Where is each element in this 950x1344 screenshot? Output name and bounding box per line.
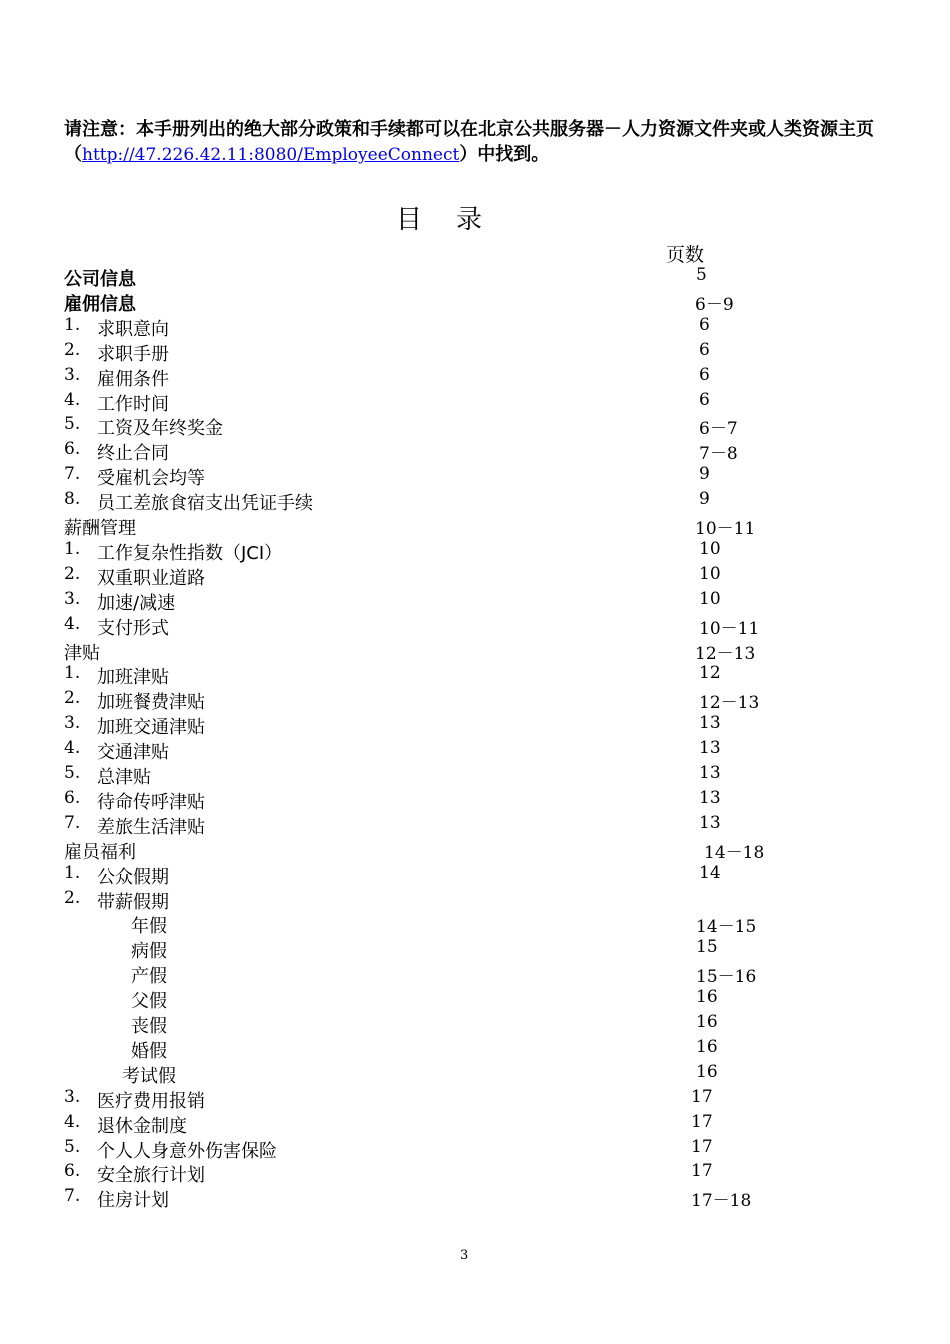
toc-entry-label: 公司信息 bbox=[64, 269, 136, 290]
toc-entry bbox=[0, 688, 950, 713]
toc-entry-label: 受雇机会均等 bbox=[97, 468, 205, 490]
toc-entry bbox=[0, 315, 950, 340]
toc-entry-number: 2. bbox=[64, 887, 81, 908]
toc-entry-page: 6 bbox=[699, 364, 710, 385]
toc-entry-number: 5. bbox=[64, 414, 81, 435]
toc-entry-label: 员工差旅食宿支出凭证手续 bbox=[97, 493, 313, 515]
toc-entry-page: 9 bbox=[699, 489, 710, 510]
toc-entry-label: 产假 bbox=[131, 966, 167, 988]
toc-entry-number: 3. bbox=[64, 713, 81, 734]
toc-entry-label: 公众假期 bbox=[97, 866, 169, 888]
toc-entry bbox=[0, 390, 950, 415]
toc-entry-label: 薪酬管理 bbox=[64, 518, 136, 539]
toc-entry bbox=[0, 1062, 950, 1087]
pages-column-header: 页数 bbox=[666, 244, 705, 266]
toc-entry-number: 4. bbox=[64, 613, 81, 634]
toc-entry-label: 带薪假期 bbox=[97, 891, 169, 913]
toc-entry-number: 7. bbox=[64, 812, 81, 833]
toc-entry-number: 4. bbox=[64, 1111, 81, 1132]
toc-entry bbox=[0, 564, 950, 589]
toc-entry-page: 6 bbox=[699, 389, 710, 410]
toc-entry-number: 6. bbox=[64, 439, 81, 460]
toc-entry-page: 10 bbox=[699, 588, 721, 609]
toc-entry-label: 求职意向 bbox=[97, 318, 169, 340]
toc-entry-number: 6. bbox=[64, 1161, 81, 1182]
toc-entry-number: 5. bbox=[64, 763, 81, 783]
toc-entry bbox=[0, 290, 950, 315]
toc-entry-label: 津贴 bbox=[64, 642, 100, 664]
toc-entry-label: 雇佣条件 bbox=[97, 368, 169, 390]
toc-entry-number: 1. bbox=[64, 538, 81, 559]
toc-entry-page: 17 bbox=[691, 1086, 713, 1107]
toc-entry-number: 4. bbox=[64, 389, 81, 410]
toc-entry-page: 13 bbox=[699, 812, 721, 833]
toc-entry-label: 支付形式 bbox=[97, 617, 169, 639]
toc-entry bbox=[0, 514, 950, 539]
toc-entry bbox=[0, 365, 950, 390]
toc-entry-label: 求职手册 bbox=[97, 343, 169, 365]
toc-entry-page: 15 bbox=[696, 937, 718, 958]
toc-entry-page: 16 bbox=[696, 1061, 718, 1082]
toc-entry bbox=[0, 738, 950, 763]
toc-entry-label: 考试假 bbox=[122, 1065, 176, 1087]
toc-entry bbox=[0, 340, 950, 365]
toc-entry-label: 退休金制度 bbox=[97, 1115, 187, 1137]
toc-entry-number: 2. bbox=[64, 563, 81, 584]
toc-entry-label: 交通津贴 bbox=[97, 742, 169, 764]
toc-entry-page: 16 bbox=[696, 1036, 718, 1057]
toc-entry bbox=[0, 962, 950, 987]
toc-entry-page: 17 bbox=[691, 1136, 713, 1157]
toc-entry bbox=[0, 439, 950, 464]
toc-entry bbox=[0, 813, 950, 838]
toc-entry bbox=[0, 1186, 950, 1211]
toc-entry-label: 个人人身意外伤害保险 bbox=[97, 1140, 277, 1162]
toc-entry-number: 1. bbox=[64, 314, 81, 335]
toc-entry-page: 17 bbox=[691, 1161, 713, 1182]
toc-entry-page: 6－7 bbox=[699, 419, 738, 440]
toc-entry bbox=[0, 489, 950, 514]
toc-entry-label: 加速/减速 bbox=[97, 592, 176, 614]
toc-entry bbox=[0, 539, 950, 564]
toc-entry bbox=[0, 763, 950, 788]
toc-entry-label: 父假 bbox=[131, 991, 167, 1013]
toc-entry-page: 14 bbox=[699, 862, 721, 883]
toc-entry-page: 13 bbox=[699, 787, 721, 808]
toc-entry bbox=[0, 1037, 950, 1062]
toc-entry-number: 2. bbox=[64, 688, 81, 709]
toc-entry bbox=[0, 614, 950, 639]
toc-entry bbox=[0, 937, 950, 962]
toc-entry-label: 工资及年终奖金 bbox=[97, 418, 223, 440]
toc-entry-label: 婚假 bbox=[131, 1040, 167, 1062]
toc-entry-page: 16 bbox=[696, 987, 718, 1008]
toc-entry-page: 7－8 bbox=[699, 444, 738, 465]
toc-entry bbox=[0, 713, 950, 738]
toc-entry-number: 3. bbox=[64, 588, 81, 609]
toc-entry-number: 7. bbox=[64, 464, 81, 485]
toc-entry bbox=[0, 589, 950, 614]
toc-entry-page: 12－13 bbox=[699, 693, 760, 714]
toc-entry-label: 医疗费用报销 bbox=[97, 1090, 205, 1112]
toc-entry-page: 17 bbox=[691, 1111, 713, 1132]
notice-text: 请注意：本手册列出的绝大部分政策和手续都可以在北京公共服务器－人力资源文件夹或人类资源主页（ bbox=[64, 119, 874, 165]
toc-entry-label: 加班交通津贴 bbox=[97, 717, 205, 739]
toc-entry-page: 10－11 bbox=[699, 618, 760, 639]
toc-title: 目录 bbox=[396, 205, 517, 235]
toc-entry-page: 5 bbox=[696, 265, 707, 285]
toc-entry bbox=[0, 888, 950, 913]
toc-entry-label: 终止合同 bbox=[97, 443, 169, 465]
toc-entry-page: 13 bbox=[699, 763, 721, 783]
toc-entry-number: 8. bbox=[64, 489, 81, 510]
toc-entry-label: 病假 bbox=[131, 941, 167, 963]
toc-entry-number: 3. bbox=[64, 1086, 81, 1107]
toc-entry-number: 7. bbox=[64, 1186, 81, 1207]
employee-connect-link[interactable]: http://47.226.42.11:8080/EmployeeConnect bbox=[82, 145, 460, 165]
toc-entry-page: 6 bbox=[699, 314, 710, 335]
toc-entry bbox=[0, 863, 950, 888]
toc-entry-number: 6. bbox=[64, 787, 81, 808]
toc-entry-label: 工作复杂性指数（JCI） bbox=[97, 542, 283, 564]
toc-entry-number: 1. bbox=[64, 862, 81, 883]
toc-entry-page: 10 bbox=[699, 538, 721, 559]
toc-entry bbox=[0, 987, 950, 1012]
toc-entry-number: 1. bbox=[64, 663, 81, 684]
toc-entry-label: 雇员福利 bbox=[64, 841, 136, 863]
toc-entry-page: 12－13 bbox=[695, 643, 756, 664]
notice-paragraph bbox=[64, 117, 884, 168]
toc-entry-page: 16 bbox=[696, 1012, 718, 1032]
toc-entry-label: 住房计划 bbox=[97, 1190, 169, 1212]
toc-entry-page: 6－9 bbox=[695, 294, 734, 315]
toc-entry bbox=[0, 265, 950, 290]
toc-entry-page: 14－15 bbox=[696, 917, 757, 938]
toc-entry bbox=[0, 663, 950, 688]
toc-entry-label: 差旅生活津贴 bbox=[97, 816, 205, 838]
toc-entry bbox=[0, 1161, 950, 1186]
toc-entry-number: 3. bbox=[64, 364, 81, 385]
toc-entry-label: 丧假 bbox=[131, 1016, 167, 1037]
toc-entry-page: 17－18 bbox=[691, 1191, 752, 1212]
toc-entry-page: 9 bbox=[699, 464, 710, 485]
toc-entry bbox=[0, 1112, 950, 1137]
toc-entry-number: 5. bbox=[64, 1136, 81, 1157]
toc-entry-label: 雇佣信息 bbox=[64, 293, 136, 315]
toc-entry bbox=[0, 912, 950, 937]
toc-entry-page: 10 bbox=[699, 563, 721, 584]
toc-entry bbox=[0, 788, 950, 813]
notice-text-end: ）中找到。 bbox=[459, 144, 550, 165]
toc-entry bbox=[0, 464, 950, 489]
page-number: 3 bbox=[460, 1248, 469, 1263]
toc-entry-number: 4. bbox=[64, 738, 81, 759]
toc-entry-page: 10－11 bbox=[695, 519, 756, 539]
toc-entry-label: 安全旅行计划 bbox=[97, 1165, 205, 1187]
toc-entry-label: 年假 bbox=[131, 916, 167, 938]
toc-entry bbox=[0, 1012, 950, 1037]
toc-entry-page: 6 bbox=[699, 339, 710, 360]
toc-entry-page: 14－18 bbox=[704, 842, 765, 863]
toc-entry-page: 13 bbox=[699, 713, 721, 734]
toc-entry-number: 2. bbox=[64, 339, 81, 360]
toc-entry-page: 15－16 bbox=[696, 967, 757, 988]
toc-entry-label: 双重职业道路 bbox=[97, 567, 205, 589]
toc-entry bbox=[0, 639, 950, 664]
toc-entry bbox=[0, 838, 950, 863]
toc-entry-label: 待命传呼津贴 bbox=[97, 791, 205, 813]
toc-entry-label: 工作时间 bbox=[97, 393, 169, 415]
toc-entry bbox=[0, 414, 950, 439]
toc-entry-label: 总津贴 bbox=[97, 767, 151, 788]
toc-entry-page: 12 bbox=[699, 663, 721, 684]
toc-entry-label: 加班餐费津贴 bbox=[97, 692, 205, 714]
toc-entry bbox=[0, 1137, 950, 1162]
toc-entry-page: 13 bbox=[699, 738, 721, 759]
toc-entry bbox=[0, 1087, 950, 1112]
toc-entry-label: 加班津贴 bbox=[97, 667, 169, 689]
